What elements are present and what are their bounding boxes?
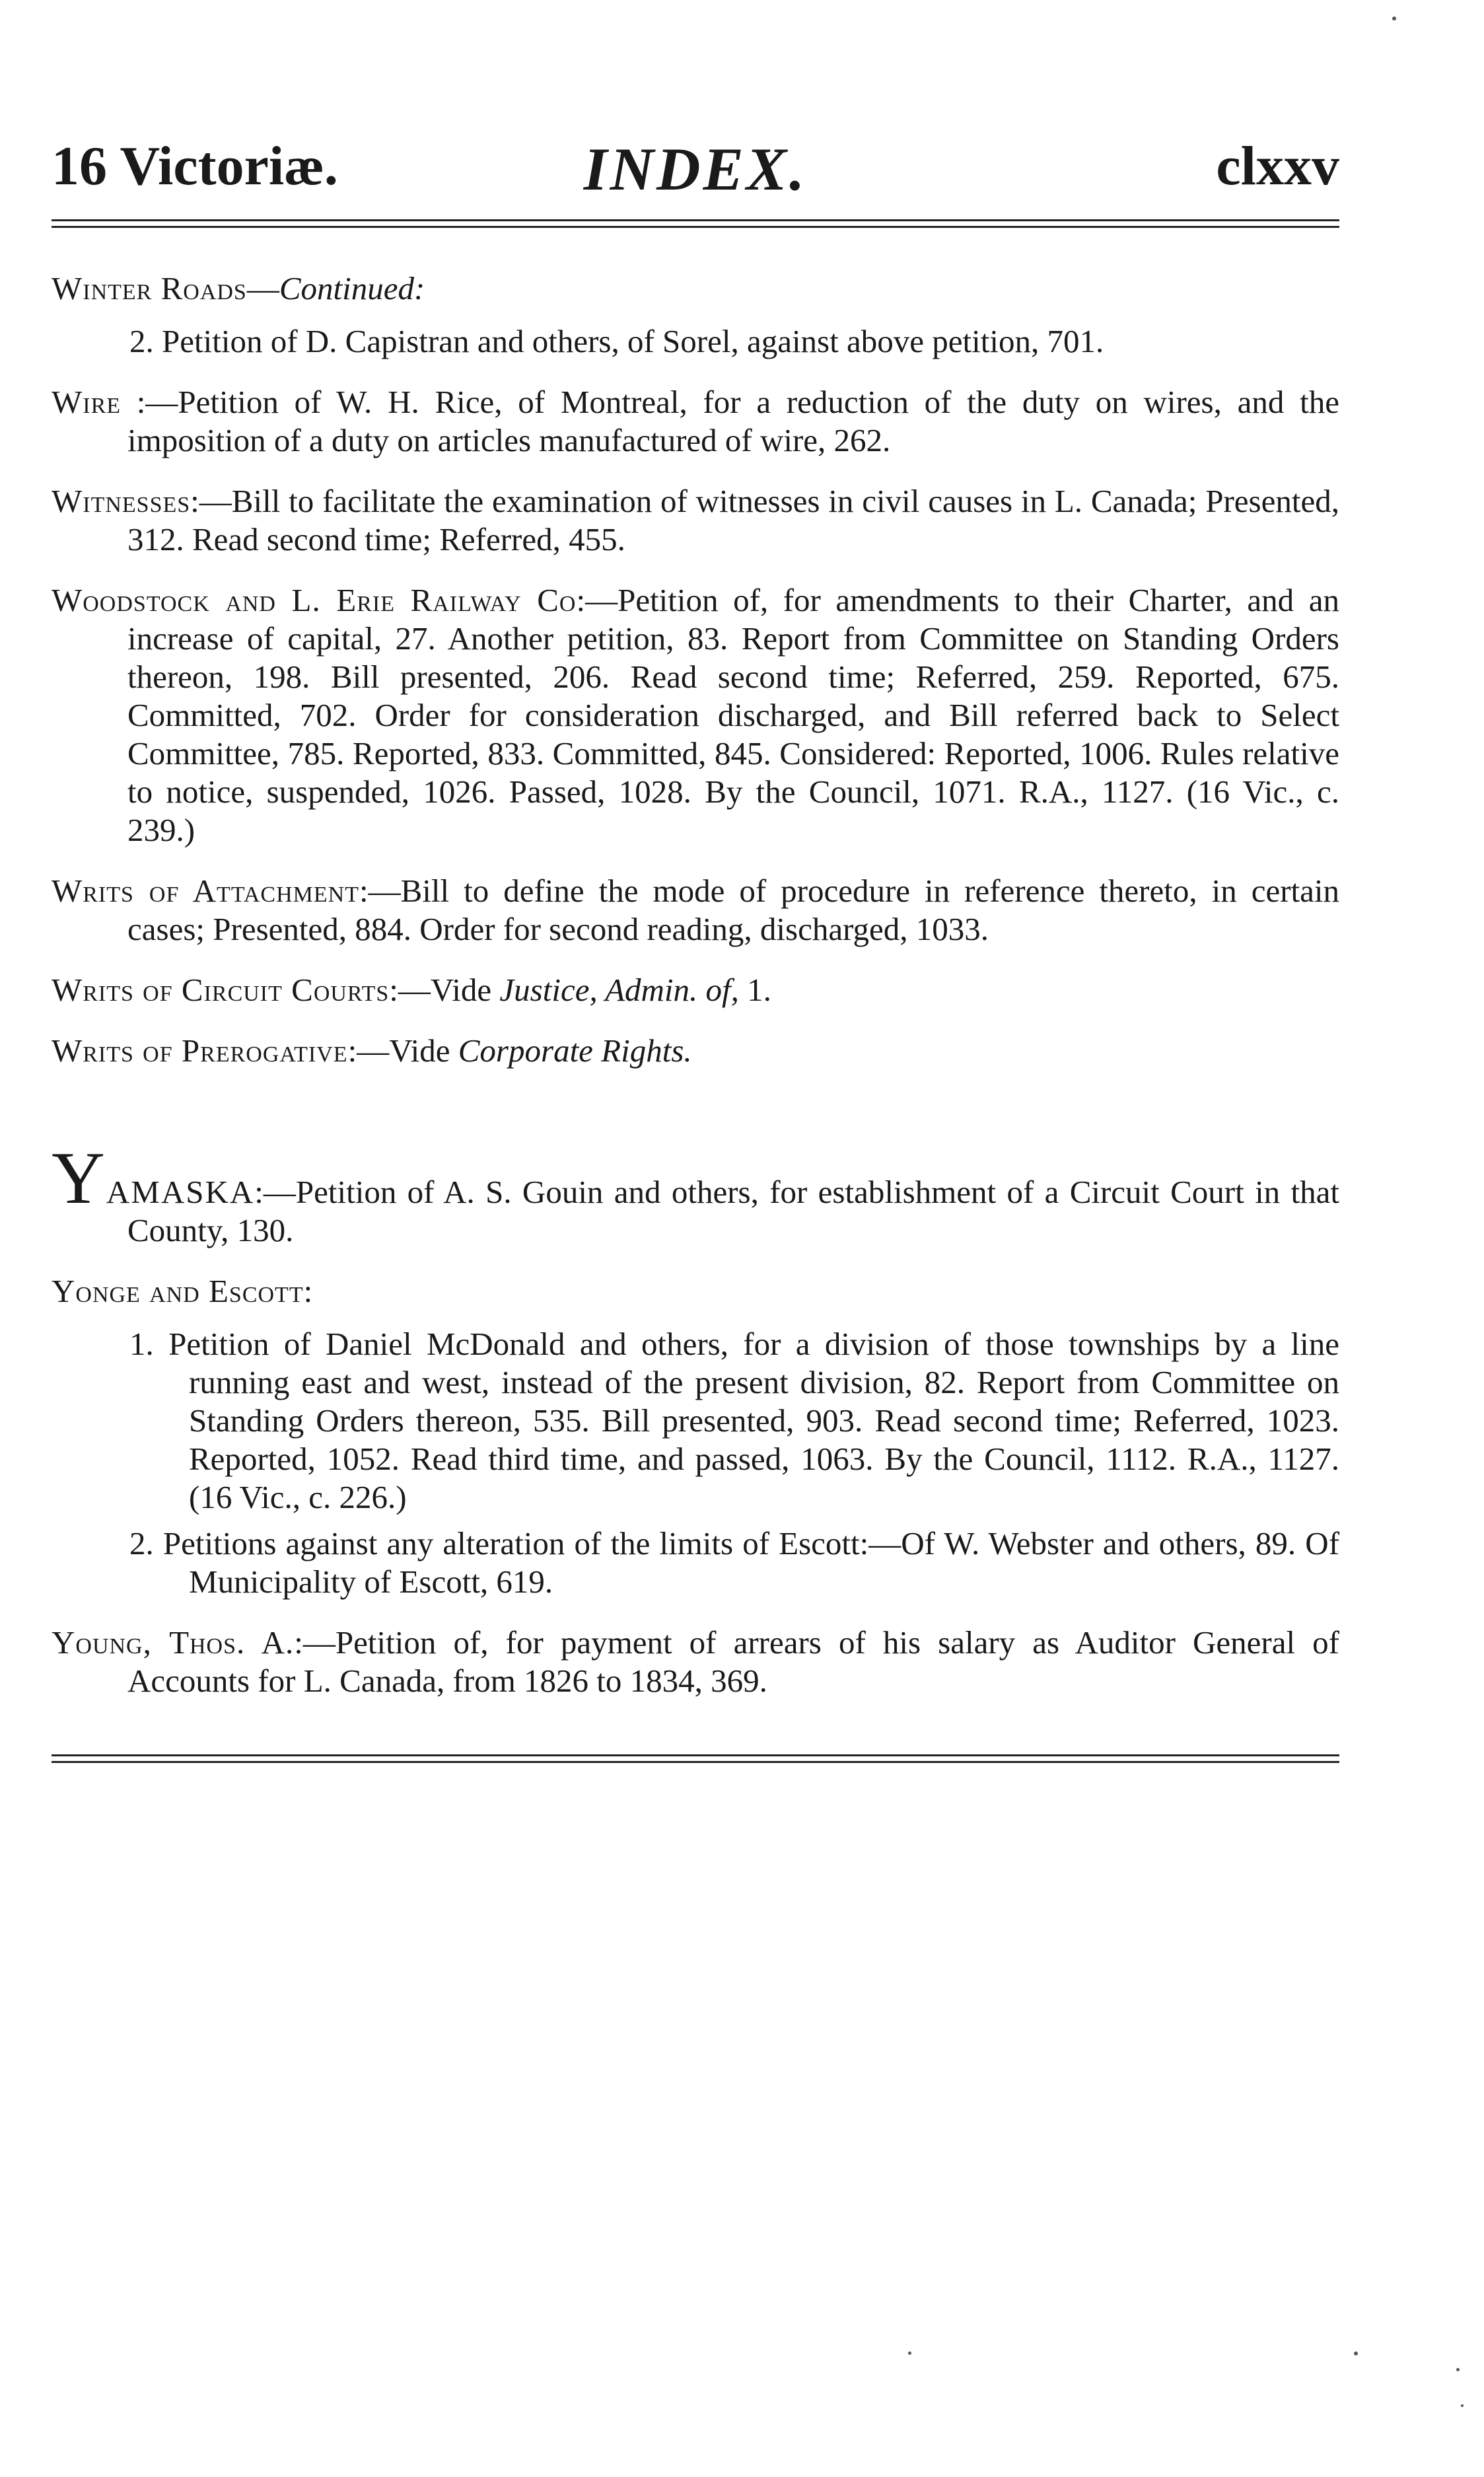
index-entry-yamaska: [52, 1137, 1339, 1250]
subentry-text: Petition of D. Capistran and others, of Sorel, against above petition, 701.: [162, 323, 1104, 359]
entry-page-ref: 1.: [738, 972, 771, 1008]
entry-text: :—Petition of W. H. Rice, of Montreal, for a reduction of the duty on wires, and the imposition of a duty on articles manufactured of wire, 262.: [121, 384, 1339, 458]
entry-text: :—Bill to define the mode of procedure in reference thereto, in certain cases; Presented, 884. Order for second reading, discharged, 1033.: [127, 873, 1339, 947]
entry-text: :—Vide: [389, 972, 500, 1008]
subentry-text: Petition of Daniel McDonald and others, for a division of those townships by a line running east and west, instead of the present division, 82. Report from Committee on Standing Orders thereon, 535. Bill presented, 903. Read second time; Referred, 1023. Reported, 1052. Read third time, and passed, 1063. By the Council, 1112. R.A., 1127. (16 Vic., c. 226.): [168, 1326, 1340, 1515]
entry-continued: Continued:: [279, 270, 425, 306]
index-entry-young-thos: [52, 1624, 1339, 1700]
entry-heading: AMASKA: [106, 1174, 255, 1210]
index-entry-yonge-and-escott: [52, 1272, 1339, 1310]
entry-dash: —: [246, 270, 279, 306]
entry-text: :—Petition of A. S. Gouin and others, for establishment of a Circuit Court in that County, 130.: [127, 1174, 1339, 1248]
page-number: clxxv: [1216, 135, 1339, 197]
index-entry-wire: [52, 383, 1339, 460]
entry-heading: Yonge and Escott: [52, 1273, 304, 1309]
subentry-number: 1.: [129, 1326, 154, 1362]
subentry-text: Petitions against any alteration of the limits of Escott:—Of W. Webster and others, 89. Of Municipality of Escott, 619.: [162, 1525, 1340, 1600]
entry-heading: Writs of Attachment: [52, 873, 359, 909]
volume-label: 16 Victoriæ.: [52, 135, 338, 197]
entry-text: :—Petition of, for payment of arrears of his salary as Auditor General of Accounts for L. Canada, from 1826 to 1834, 369.: [127, 1624, 1339, 1699]
entry-heading: Woodstock and L. Erie Railway Co: [52, 582, 577, 618]
index-entry-writs-of-circuit-courts: [52, 971, 1339, 1009]
section-dropcap: Y: [52, 1137, 105, 1219]
page-header: [52, 119, 1339, 218]
entry-crossref: Justice, Admin. of,: [499, 972, 739, 1008]
footer-double-rule: [52, 1753, 1339, 1766]
index-entry-winter-roads: [52, 269, 1339, 308]
index-entry-writs-of-attachment: [52, 872, 1339, 949]
subentry-number: 2.: [129, 323, 154, 359]
index-entry-writs-of-prerogative: [52, 1032, 1339, 1070]
index-entry-witnesses: [52, 482, 1339, 559]
subentry: [52, 1525, 1339, 1601]
entry-text: :—Vide: [347, 1032, 458, 1069]
entry-heading: Writs of Circuit Courts: [52, 972, 390, 1008]
index-entry-woodstock-railway: [52, 581, 1339, 849]
subentry-number: 2.: [129, 1525, 154, 1562]
entry-crossref: Corporate Rights.: [458, 1032, 692, 1069]
index-entries: [52, 269, 1339, 1700]
entry-text: :—Petition of, for amendments to their Charter, and an increase of capital, 27. Another petition, 83. Report from Committee on Standing Orders thereon, 198. Bill presented, 206. Read second time; Referred, 259. Reported, 675. Committed, 702. Order for consideration discharged, and Bill referred back to Select Committee, 785. Reported, 833. Committed, 845. Considered: Reported, 1006. Rules relative to notice, suspended, 1026. Passed, 1028. By the Council, 1071. R.A., 1127. (16 Vic., c. 239.): [127, 582, 1339, 848]
entry-heading: Winter Roads: [52, 270, 247, 306]
page-title: INDEX.: [583, 135, 808, 203]
index-page: [52, 119, 1339, 1766]
entry-heading: Writs of Prerogative: [52, 1032, 348, 1069]
header-double-rule: [52, 218, 1339, 231]
entry-text: :—Bill to facilitate the examination of witnesses in civil causes in L. Canada; Presented, 312. Read second time; Referred, 455.: [127, 483, 1339, 557]
subentry: [52, 322, 1339, 361]
entry-heading: Young, Thos. A.: [52, 1624, 295, 1661]
subentry: [52, 1325, 1339, 1517]
entry-heading: Wire: [52, 384, 122, 420]
entry-heading: Witnesses: [52, 483, 191, 519]
entry-colon: :: [303, 1273, 313, 1309]
